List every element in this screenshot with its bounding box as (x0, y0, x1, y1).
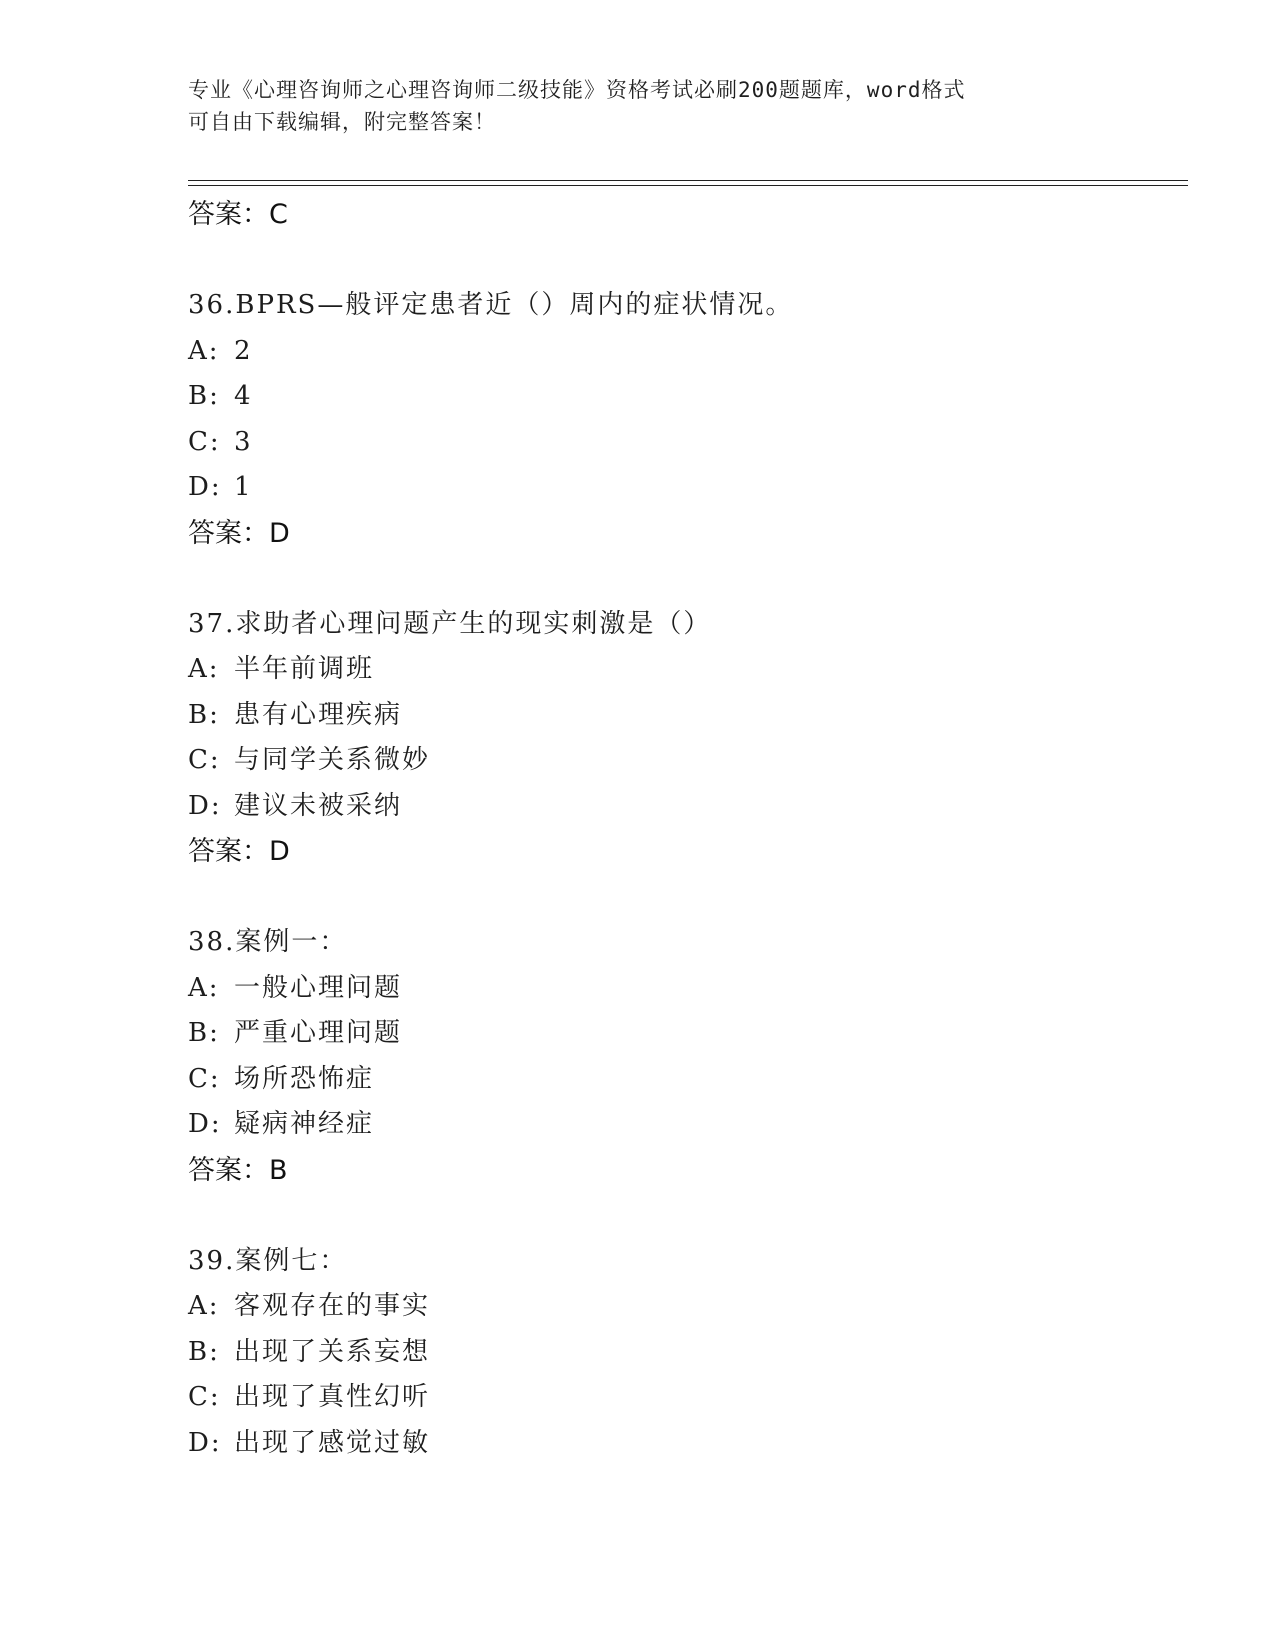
option-c (188, 738, 1188, 784)
question-title: 36.BPRS—般评定患者近（）周内的症状情况。 (188, 290, 794, 320)
option-text: 疑病神经症 (234, 1109, 375, 1139)
option-text: 出现了感觉过敏 (234, 1427, 431, 1458)
option-text: 2 (234, 335, 253, 366)
option-d (188, 784, 1188, 830)
option-text: 场所恐怖症 (234, 1063, 375, 1094)
option-label: A: (188, 972, 220, 1003)
header-line-1: 专业《心理咨询师之心理咨询师二级技能》资格考试必刷200题题库，word格式 (188, 78, 966, 102)
option-text: 1 (234, 472, 253, 502)
option-c (188, 1057, 1188, 1103)
option-b (188, 1330, 1188, 1376)
option-label: D: (188, 1427, 222, 1458)
option-text: 3 (234, 426, 253, 457)
option-text: 客观存在的事实 (234, 1291, 431, 1321)
option-label: B: (188, 699, 220, 730)
option-text: 建议未被采纳 (234, 790, 403, 821)
question-block (188, 1239, 1188, 1467)
option-b (188, 693, 1188, 739)
question-title: 38.案例一： (188, 927, 348, 957)
option-label: C: (188, 426, 221, 457)
question-title: 37.求助者心理问题产生的现实刺激是（） (188, 608, 712, 639)
option-label: A: (188, 1291, 220, 1321)
option-a (188, 647, 1188, 693)
option-text: 出现了真性幻听 (234, 1382, 431, 1412)
option-text: 一般心理问题 (234, 972, 403, 1003)
answer-line: 答案：B (188, 1154, 288, 1186)
document-header (188, 74, 1088, 138)
option-a (188, 329, 1188, 375)
answer-line: 答案：C (188, 199, 288, 230)
header-divider-bottom (188, 185, 1188, 186)
option-label: B: (188, 1336, 220, 1367)
header-divider-top (188, 180, 1188, 181)
option-label: C: (188, 1063, 221, 1094)
option-d (188, 1102, 1188, 1148)
header-line-2: 可自由下载编辑，附完整答案！ (188, 110, 496, 134)
option-text: 患有心理疾病 (234, 699, 403, 730)
option-label: D: (188, 472, 222, 502)
spacer (188, 556, 1188, 602)
option-a (188, 1284, 1188, 1330)
option-d (188, 1421, 1188, 1467)
question-list (188, 192, 1188, 1466)
option-text: 严重心理问题 (234, 1018, 403, 1048)
option-label: A: (188, 654, 220, 684)
option-label: D: (188, 1109, 222, 1139)
option-c (188, 420, 1188, 466)
option-text: 与同学关系微妙 (234, 745, 431, 775)
option-text: 4 (234, 381, 253, 411)
option-label: B: (188, 1018, 220, 1048)
spacer (188, 237, 1188, 283)
option-text: 半年前调班 (234, 654, 375, 684)
answer-line: 答案：D (188, 836, 290, 867)
option-label: C: (188, 1382, 221, 1412)
option-label: C: (188, 745, 221, 775)
spacer (188, 1193, 1188, 1239)
option-label: A: (188, 335, 220, 366)
option-label: D: (188, 790, 222, 821)
option-label: B: (188, 381, 220, 411)
answer-line: 答案：D (188, 517, 290, 549)
option-text: 出现了关系妄想 (234, 1336, 431, 1367)
question-block (188, 920, 1188, 1193)
spacer (188, 874, 1188, 920)
option-a (188, 966, 1188, 1012)
option-b (188, 1011, 1188, 1057)
question-block (188, 283, 1188, 556)
option-c (188, 1375, 1188, 1421)
option-d (188, 465, 1188, 511)
question-title: 39.案例七： (188, 1245, 348, 1276)
question-block (188, 602, 1188, 875)
option-b (188, 374, 1188, 420)
